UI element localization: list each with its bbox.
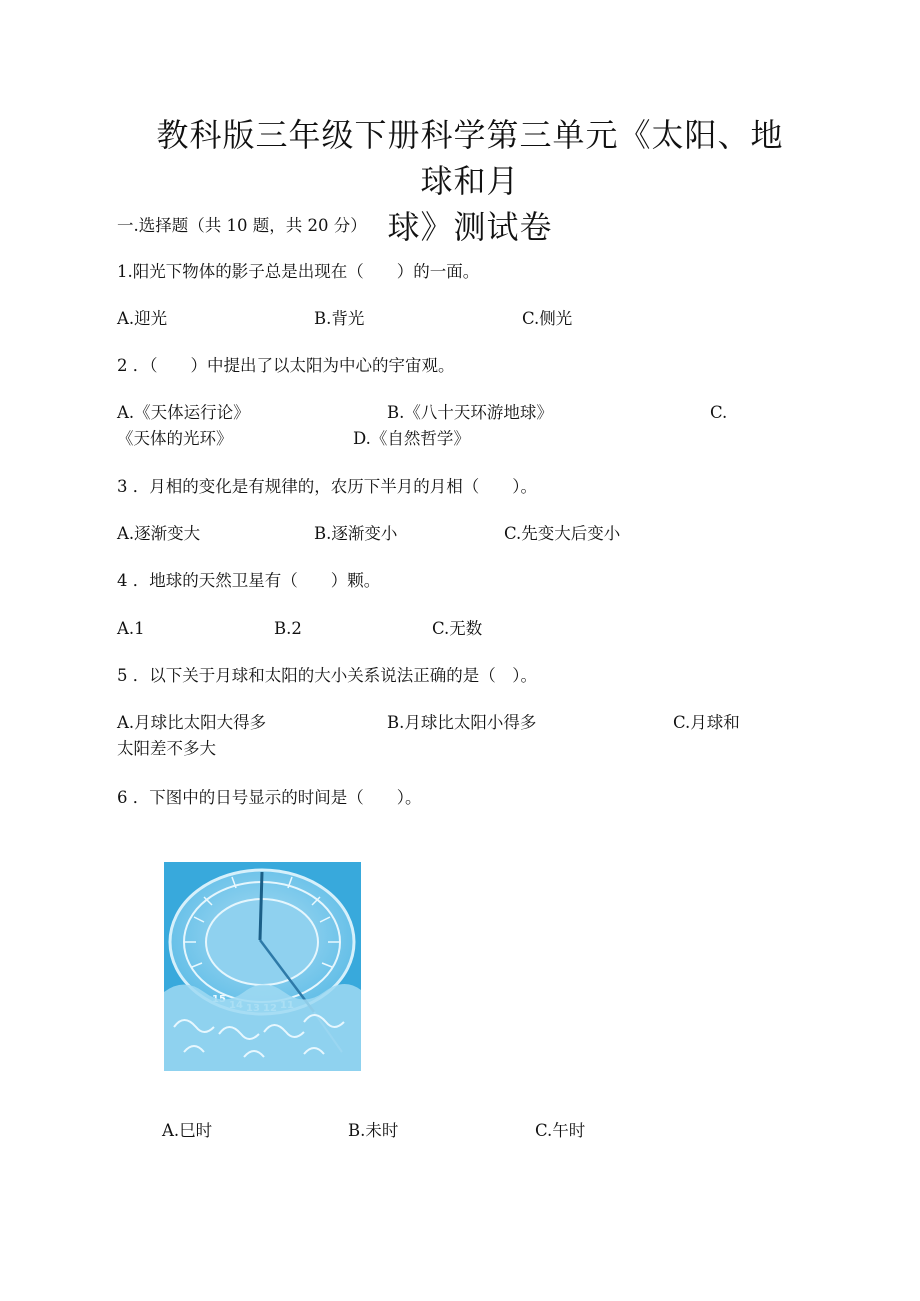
question-5-stem: 5 ．以下关于月球和太阳的大小关系说法正确的是（ ）。 (117, 666, 537, 685)
question-3-stem: 3 ．月相的变化是有规律的，农历下半月的月相（ ）。 (117, 477, 537, 496)
question-4-stem: 4 ．地球的天然卫星有（ ）颗。 (117, 571, 381, 590)
question-2-option-b: B.《八十天环游地球》 (387, 403, 553, 422)
question-1-stem: 1.阳光下物体的影子总是出现在（ ）的一面。 (117, 262, 480, 281)
question-5-option-b: B.月球比太阳小得多 (387, 713, 537, 732)
question-5-option-a: A.月球比太阳大得多 (117, 713, 267, 732)
question-6-option-b: B.未时 (348, 1121, 399, 1140)
title-line-1: 教科版三年级下册科学第三单元《太阳、地球和月 (156, 116, 784, 200)
question-4-option-c: C.无数 (432, 619, 483, 638)
title-line-2: 球》测试卷 (387, 208, 553, 246)
question-5-option-c-continued: 太阳差不多大 (117, 739, 216, 758)
question-2-option-a: A.《天体运行论》 (117, 403, 250, 422)
question-1-option-a: A.迎光 (117, 309, 168, 328)
question-6-stem: 6 ．下图中的日号显示的时间是（ ）。 (117, 788, 422, 807)
question-6-option-c: C.午时 (535, 1121, 586, 1140)
question-6-option-a: A.巳时 (162, 1121, 213, 1140)
sundial-image (164, 862, 361, 1071)
question-2-option-c-continued: 《天体的光环》 (117, 429, 233, 448)
question-1-option-b: B.背光 (314, 309, 365, 328)
question-3-option-a: A.逐渐变大 (117, 524, 201, 543)
question-3-option-c: C.先变大后变小 (504, 524, 621, 543)
sundial-icon (164, 862, 361, 1071)
question-5-option-c: C.月球和 (673, 713, 740, 732)
question-3-option-b: B.逐渐变小 (314, 524, 398, 543)
question-2-option-d: D.《自然哲学》 (353, 429, 470, 448)
question-4-option-b: B.2 (274, 619, 302, 638)
question-4-option-a: A.1 (117, 619, 145, 638)
question-1-option-c: C.侧光 (522, 309, 573, 328)
section-heading: 一.选择题（共 10 题，共 20 分） (117, 216, 367, 235)
question-2-option-c: C. (710, 403, 728, 422)
question-2-stem: 2 ．（ ）中提出了以太阳为中心的宇宙观。 (117, 356, 455, 375)
